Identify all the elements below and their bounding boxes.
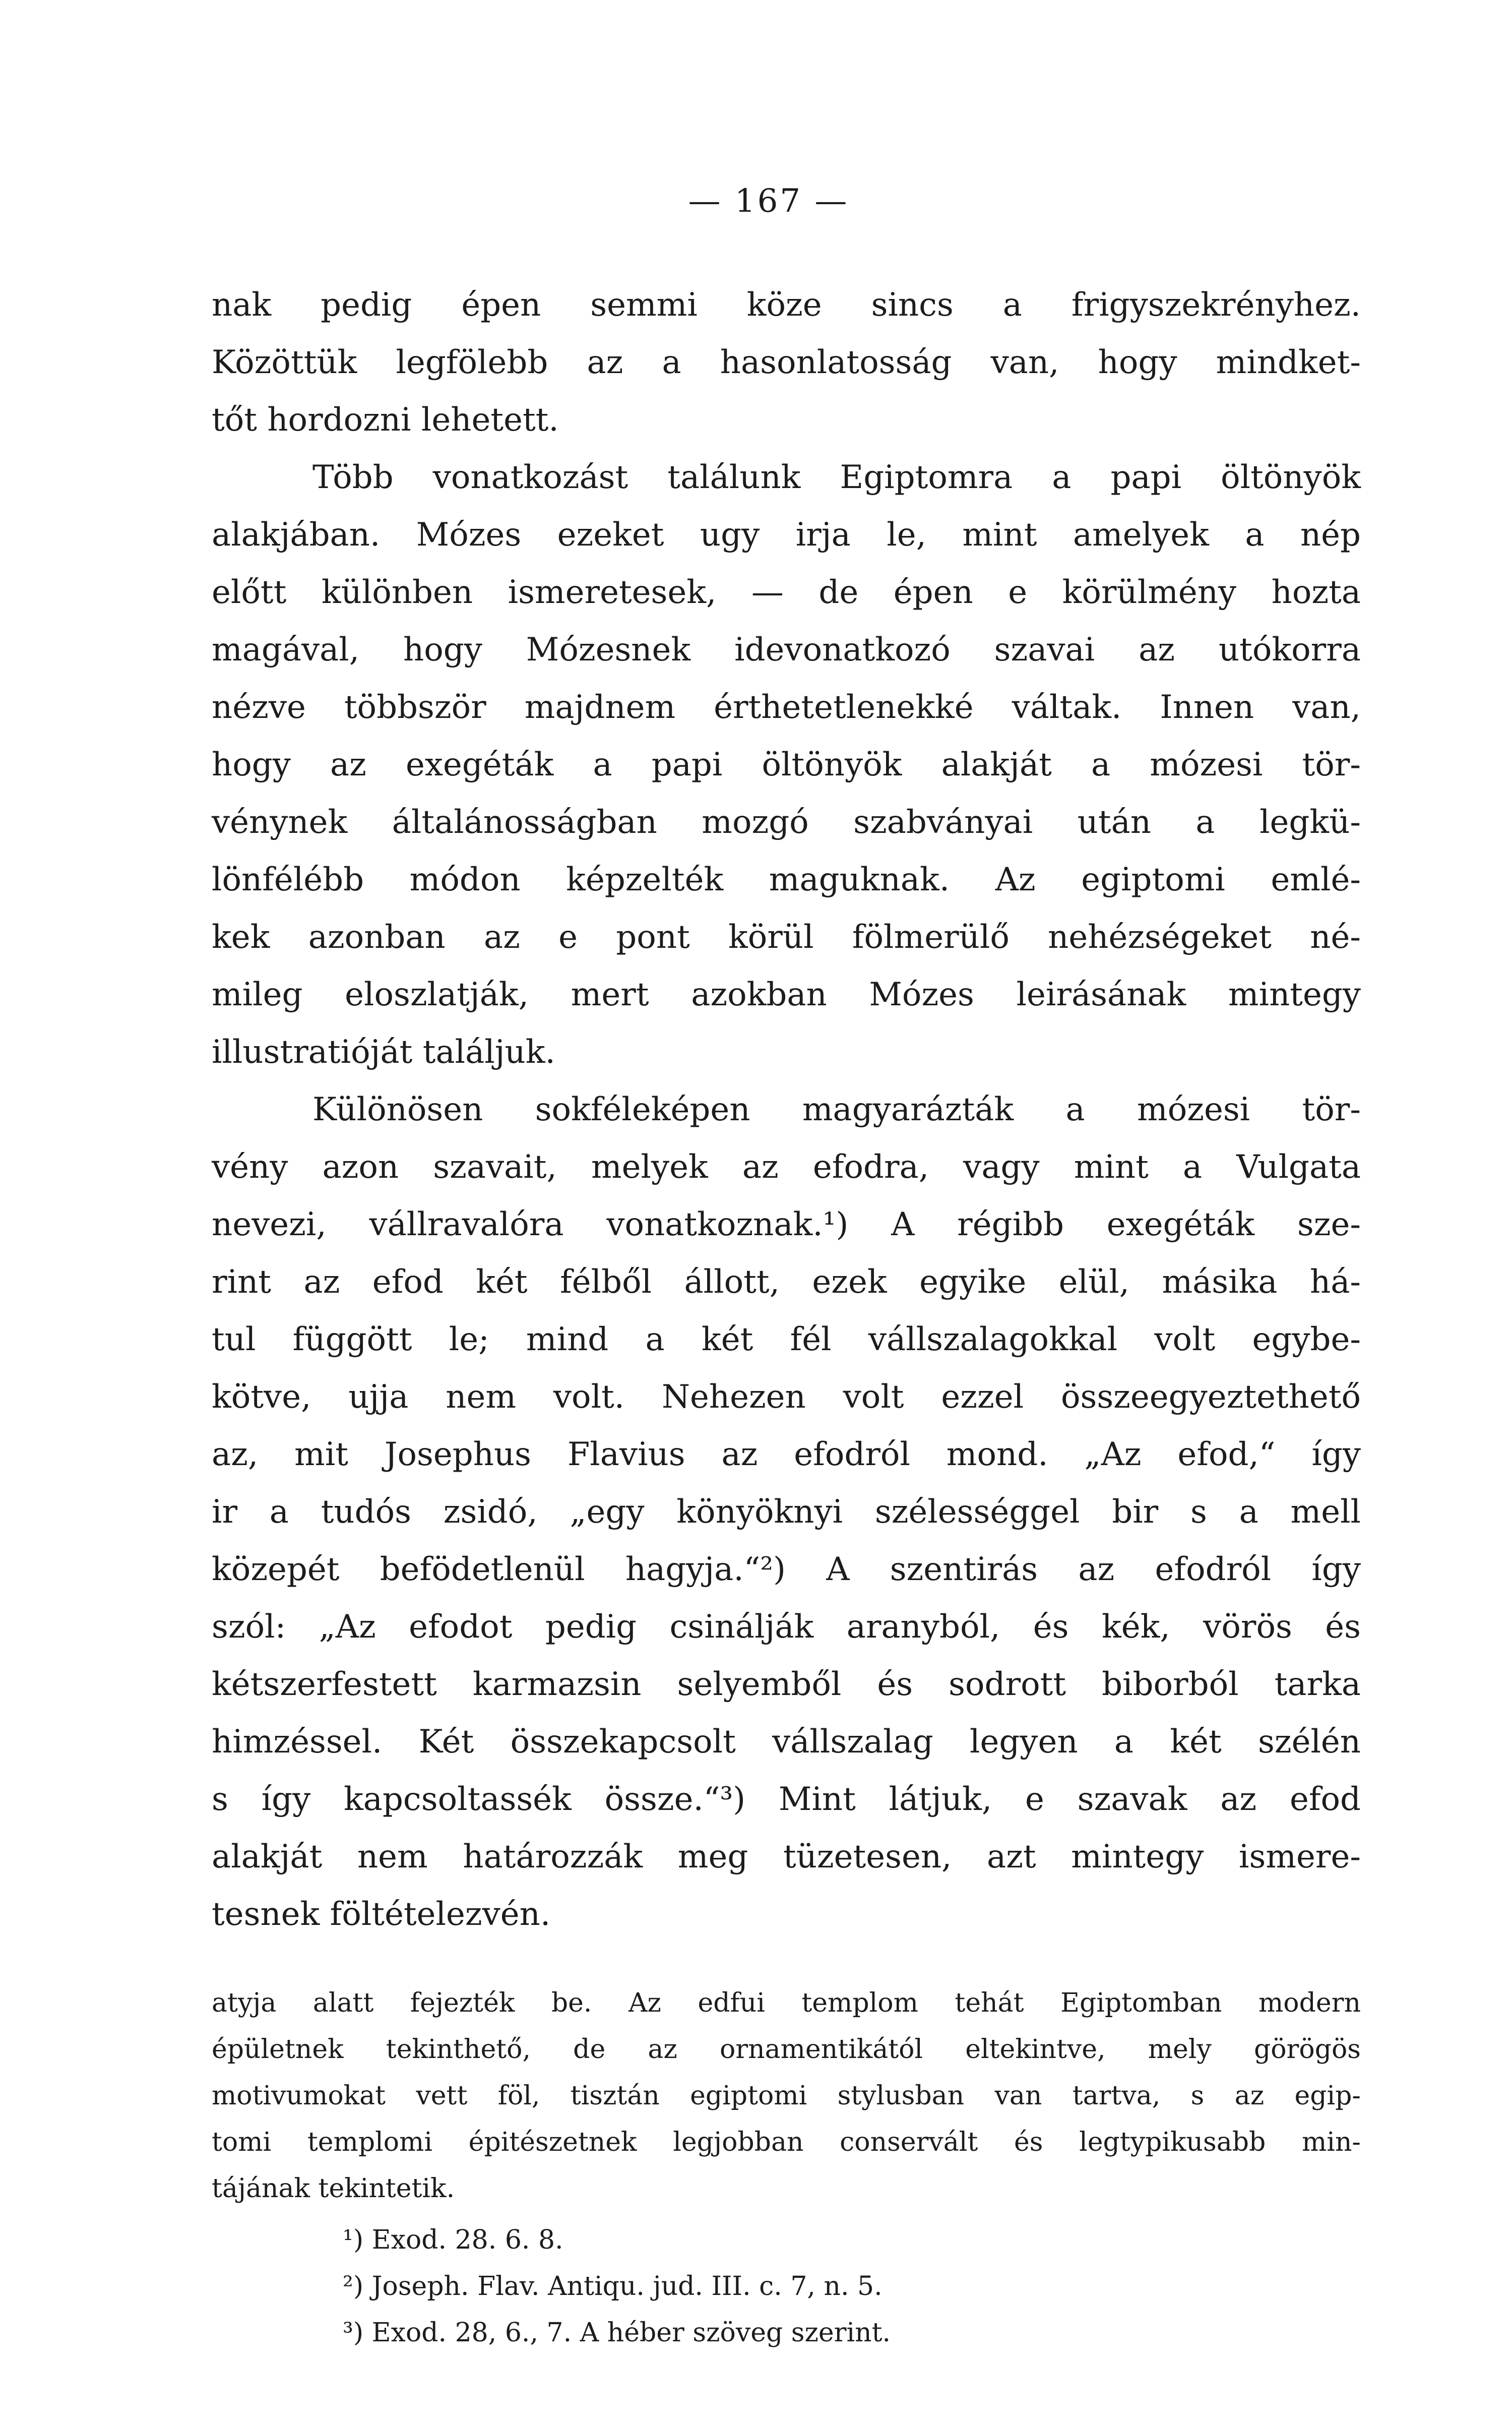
body-line: lönfélébb módon képzelték maguknak. Az egiptomi emlé- (212, 861, 1361, 898)
footnote-continuation-line: tomi templomi épitészetnek legjobban conservált és legtypikusabb min- (212, 2127, 1361, 2157)
body-line: magával, hogy Mózesnek idevonatkozó szavai az utókorra (212, 631, 1361, 669)
body-line: tul függött le; mind a két fél vállszalagokkal volt egybe- (212, 1321, 1361, 1358)
body-line: tőt hordozni lehetett. (212, 401, 559, 439)
footnote-continuation-line: atyja alatt fejezték be. Az edfui templom tehát Egiptomban modern (212, 1988, 1361, 2018)
body-line: tesnek föltételezvén. (212, 1896, 551, 1933)
body-line: vénynek általánosságban mozgó szabványai után a legkü- (212, 804, 1361, 841)
footnote-continuation-line: motivumokat vett föl, tisztán egiptomi stylusban van tartva, s az egip- (212, 2081, 1361, 2111)
body-line: hogy az exegéták a papi öltönyök alakját a mózesi tör- (212, 746, 1361, 783)
footnote-continuation-line: tájának tekintetik. (212, 2173, 455, 2204)
body-line: ir a tudós zsidó, „egy könyöknyi szélességgel bir s a mell (212, 1493, 1361, 1531)
body-line: Több vonatkozást találunk Egiptomra a papi öltönyök (312, 459, 1361, 496)
body-line: vény azon szavait, melyek az efodra, vagy mint a Vulgata (212, 1148, 1361, 1186)
body-line: nevezi, vállravalóra vonatkoznak.¹) A régibb exegéták sze- (212, 1206, 1361, 1243)
body-line: Különösen sokféleképen magyarázták a mózesi tör- (312, 1091, 1361, 1128)
body-line: s így kapcsoltassék össze.“³) Mint látjuk, e szavak az efod (212, 1781, 1361, 1818)
page-number: — 167 — (688, 183, 849, 220)
body-line: himzéssel. Két összekapcsolt vállszalag legyen a két szélén (212, 1723, 1361, 1761)
body-line: alakját nem határozzák meg tüzetesen, azt mintegy ismere- (212, 1838, 1361, 1876)
footnote-continuation-line: épületnek tekinthető, de az ornamentikától eltekintve, mely görögös (212, 2034, 1361, 2065)
body-line: mileg eloszlatják, mert azokban Mózes leirásának mintegy (212, 976, 1361, 1013)
body-line: szól: „Az efodot pedig csinálják aranyból, és kék, vörös és (212, 1608, 1361, 1646)
body-line: Közöttük legfölebb az a hasonlatosság van, hogy mindket- (212, 344, 1361, 381)
body-line: kötve, ujja nem volt. Nehezen volt ezzel összeegyeztethető (212, 1378, 1361, 1416)
body-line: kek azonban az e pont körül fölmerülő nehézségeket né- (212, 919, 1361, 956)
footnote-2: ²) Joseph. Flav. Antiqu. jud. III. c. 7, n. 5. (343, 2271, 883, 2302)
body-line: alakjában. Mózes ezeket ugy irja le, mint amelyek a nép (212, 516, 1361, 554)
body-line: kétszerfestett karmazsin selyemből és sodrott biborból tarka (212, 1666, 1361, 1703)
body-line: előtt különben ismeretesek, — de épen e körülmény hozta (212, 574, 1361, 611)
body-line: közepét befödetlenül hagyja.“²) A szentirás az efodról így (212, 1551, 1361, 1588)
body-line: rint az efod két félből állott, ezek egyike elül, másika há- (212, 1263, 1361, 1301)
body-line: az, mit Josephus Flavius az efodról mond. „Az efod,“ így (212, 1436, 1361, 1473)
footnote-3: ³) Exod. 28, 6., 7. A héber szöveg szerint. (343, 2318, 891, 2348)
body-line: nézve többször majdnem érthetetlenekké váltak. Innen van, (212, 689, 1361, 726)
footnote-1: ¹) Exod. 28. 6. 8. (343, 2225, 563, 2255)
body-line: nak pedig épen semmi köze sincs a frigyszekrényhez. (212, 286, 1361, 324)
body-line: illustratióját találjuk. (212, 1034, 555, 1071)
